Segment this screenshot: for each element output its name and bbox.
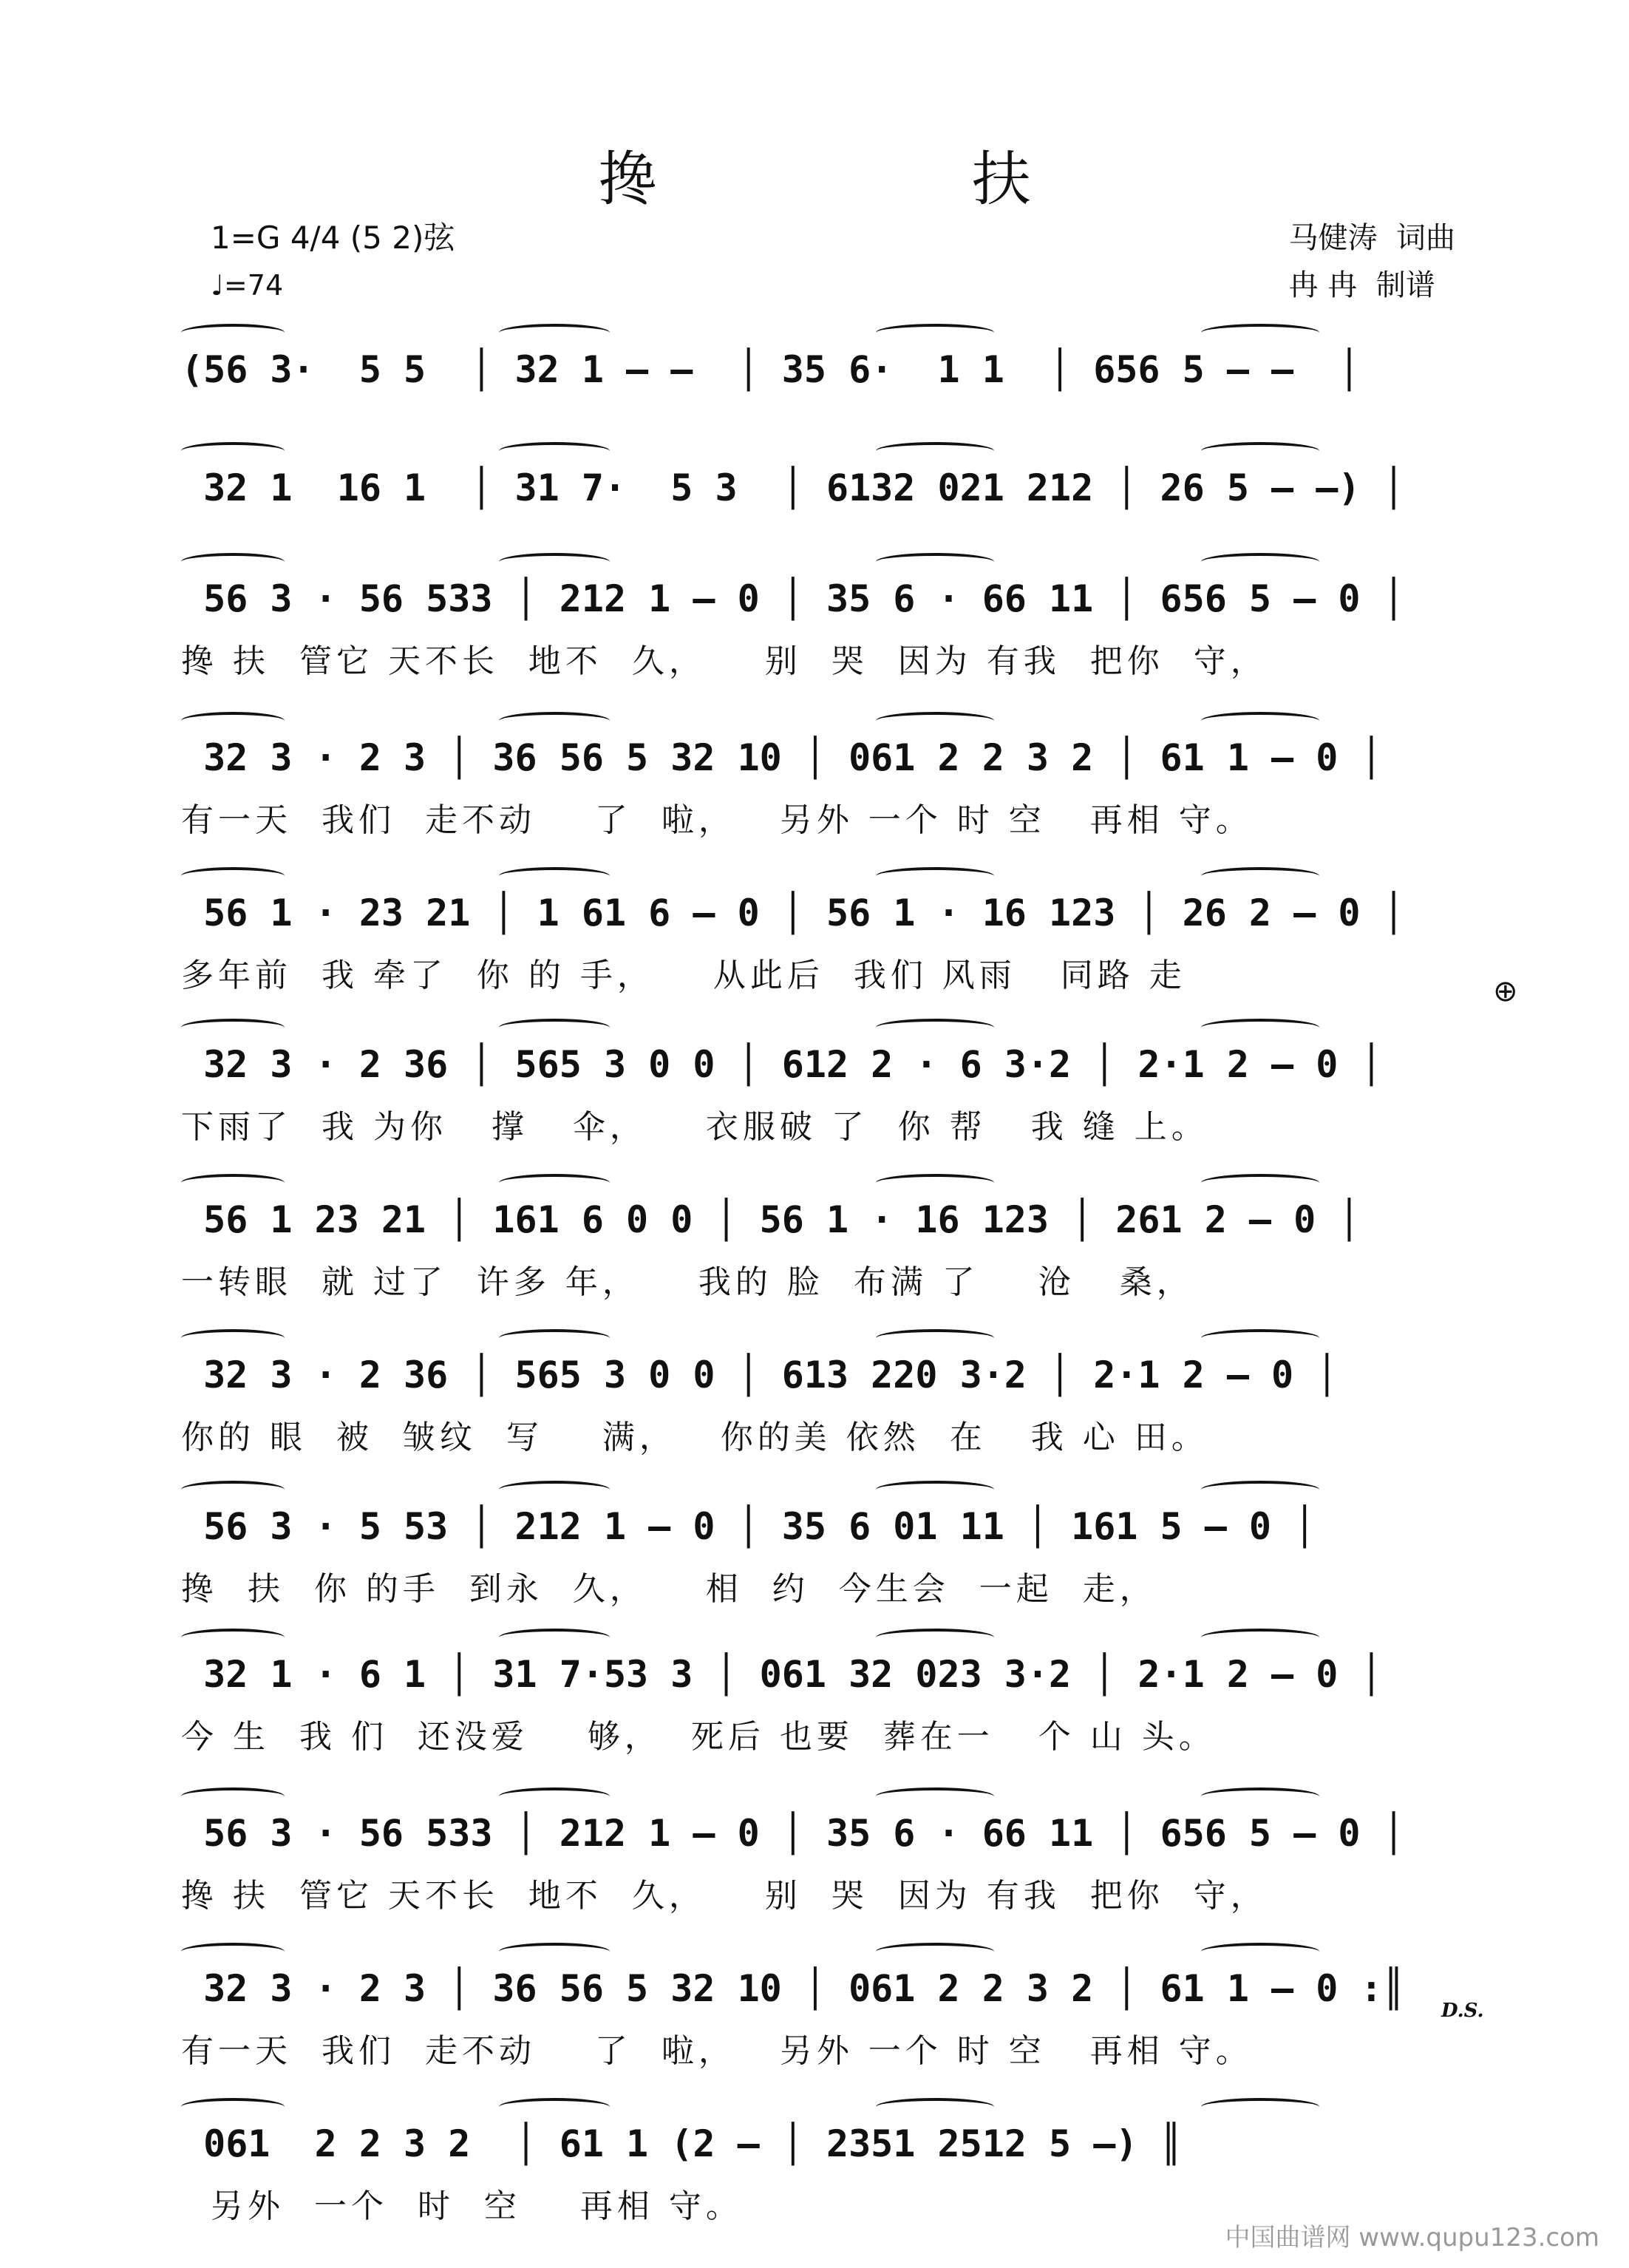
slur-mark: [181, 1787, 285, 1805]
lyric-line: 今 生 我 们 还没爱 够， 死后 也要 葬在一 个 山 头。: [181, 1718, 1216, 1756]
slur-mark: [876, 1019, 994, 1036]
slur-mark: [499, 712, 610, 730]
slur-mark: [499, 1174, 610, 1192]
notes-line: 56 3 · 56 533 │ 212 1 – 0 │ 35 6 · 66 11 │ 656 5 – 0 │: [181, 577, 1405, 620]
slur-mark: [1201, 324, 1319, 342]
slur-mark: [499, 1943, 610, 1960]
lyric-line: 有一天 我们 走不动 了 啦， 另外 一个 时 空 再相 守。: [181, 2032, 1253, 2070]
slur-mark: [1201, 1019, 1319, 1036]
slur-mark: [181, 324, 285, 342]
slur-mark: [876, 867, 994, 885]
lyric-line: 一转眼 就 过了 许多 年， 我的 脸 布满 了 沧 桑，: [181, 1263, 1194, 1301]
notes-line: 32 3 · 2 3 │ 36 56 5 32 10 │ 061 2 2 3 2 │ 61 1 – 0 │: [181, 736, 1383, 779]
tempo: ♩=74: [211, 269, 284, 302]
slur-mark: [876, 1329, 994, 1347]
slur-mark: [181, 442, 285, 460]
notes-line: 32 3 · 2 36 │ 565 3 0 0 │ 613 220 3·2 │ 2·1 2 – 0 │: [181, 1354, 1339, 1396]
lyric-line: 搀 扶 你 的手 到永 久， 相 约 今生会 一起 走，: [181, 1570, 1157, 1608]
slur-mark: [876, 1943, 994, 1960]
slur-mark: [499, 1329, 610, 1347]
notes-line: 32 1 · 6 1 │ 31 7·53 3 │ 061 32 023 3·2 │ 2·1 2 – 0 │: [181, 1653, 1383, 1696]
watermark: 中国曲谱网 www.qupu123.com: [1225, 2223, 1599, 2252]
slur-mark: [181, 2098, 285, 2116]
slur-mark: [499, 1787, 610, 1805]
meter: 4/4: [290, 220, 341, 256]
slur-mark: [499, 324, 610, 342]
notes-line: 56 3 · 56 533 │ 212 1 – 0 │ 35 6 · 66 11 │ 656 5 – 0 │: [181, 1812, 1405, 1855]
lyric-line: 另外 一个 时 空 再相 守。: [181, 2187, 743, 2225]
slur-mark: [499, 553, 610, 571]
slur-mark: [499, 2098, 610, 2116]
slur-mark: [181, 1481, 285, 1498]
lyric-line: 多年前 我 牵了 你 的 手， 从此后 我们 风雨 同路 走: [181, 957, 1186, 994]
notes-line: 061 2 2 3 2 │ 61 1 (2 – │ 2351 2512 5 –) ║: [181, 2122, 1183, 2165]
slur-mark: [499, 1019, 610, 1036]
slur-mark: [876, 553, 994, 571]
slur-mark: [1201, 1174, 1319, 1192]
key: 1=G: [211, 220, 281, 256]
lyric-line: 有一天 我们 走不动 了 啦， 另外 一个 时 空 再相 守。: [181, 801, 1253, 839]
slur-mark: [499, 1629, 610, 1646]
notes-line: 32 1 16 1 │ 31 7· 5 3 │ 6132 021 212 │ 26 5 – –) │: [181, 466, 1405, 509]
slur-mark: [499, 442, 610, 460]
slur-mark: [1201, 553, 1319, 571]
slur-mark: [876, 712, 994, 730]
ds-label: D.S.: [1441, 2000, 1484, 2022]
notes-line: (56 3· 5 5 │ 32 1 – – │ 35 6· 1 1 │ 656 5 – – │: [181, 348, 1361, 391]
slur-mark: [1201, 2098, 1319, 2116]
slur-mark: [181, 1943, 285, 1960]
slur-mark: [499, 1481, 610, 1498]
segno-sign: ⊕: [1493, 974, 1518, 1008]
lyric-line: 你的 眼 被 皱纹 写 满， 你的美 依然 在 我 心 田。: [181, 1419, 1208, 1456]
slur-mark: [1201, 1329, 1319, 1347]
slur-mark: [181, 1019, 285, 1036]
credits: [1289, 214, 1455, 309]
slur-mark: [1201, 712, 1319, 730]
slur-mark: [1201, 1943, 1319, 1960]
slur-mark: [876, 442, 994, 460]
tuning: (5 2)弦: [350, 220, 455, 256]
notes-line: 56 3 · 5 53 │ 212 1 – 0 │ 35 6 01 11 │ 161 5 – 0 │: [181, 1505, 1316, 1548]
lyric-line: 搀 扶 管它 天不长 地不 久， 别 哭 因为 有我 把你 守，: [181, 642, 1268, 680]
slur-mark: [181, 712, 285, 730]
slur-mark: [876, 1629, 994, 1646]
slur-mark: [876, 2098, 994, 2116]
composer-credit: 马健涛 词曲: [1288, 221, 1455, 255]
slur-mark: [181, 1174, 285, 1192]
arranger-credit: 冉 冉 制谱: [1288, 268, 1435, 302]
slur-mark: [1201, 1787, 1319, 1805]
slur-mark: [876, 1174, 994, 1192]
slur-mark: [876, 324, 994, 342]
notes-line: 32 3 · 2 36 │ 565 3 0 0 │ 612 2 · 6 3·2 │ 2·1 2 – 0 │: [181, 1043, 1383, 1086]
key-signature-block: [211, 214, 455, 309]
notes-line: 56 1 23 21 │ 161 6 0 0 │ 56 1 · 16 123 │ 261 2 – 0 │: [181, 1198, 1361, 1241]
slur-mark: [181, 1629, 285, 1646]
slur-mark: [181, 553, 285, 571]
slur-mark: [1201, 1481, 1319, 1498]
slur-mark: [876, 1787, 994, 1805]
slur-mark: [1201, 442, 1319, 460]
lyric-line: 搀 扶 管它 天不长 地不 久， 别 哭 因为 有我 把你 守，: [181, 1877, 1268, 1915]
song-title: 搀 扶: [598, 145, 1179, 214]
lyric-line: 下雨了 我 为你 撑 伞， 衣服破 了 你 帮 我 缝 上。: [181, 1108, 1208, 1146]
notes-line: 56 1 · 23 21 │ 1 61 6 – 0 │ 56 1 · 16 123 │ 26 2 – 0 │: [181, 892, 1405, 934]
slur-mark: [1201, 1629, 1319, 1646]
slur-mark: [181, 867, 285, 885]
slur-mark: [499, 867, 610, 885]
slur-mark: [876, 1481, 994, 1498]
slur-mark: [181, 1329, 285, 1347]
notes-line: 32 3 · 2 3 │ 36 56 5 32 10 │ 061 2 2 3 2 │ 61 1 – 0 :║: [181, 1967, 1405, 2010]
slur-mark: [1201, 867, 1319, 885]
